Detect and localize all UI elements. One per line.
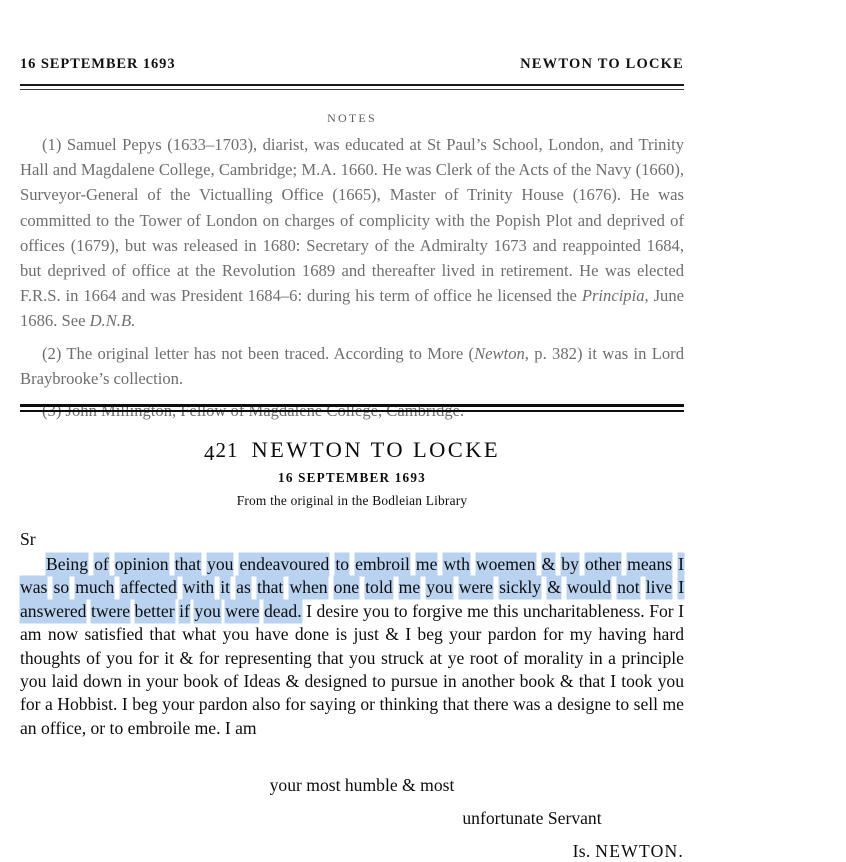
note-italic: Newton [474, 343, 525, 363]
highlighted-word[interactable]: me [415, 554, 438, 574]
highlighted-word[interactable]: it [220, 577, 231, 598]
highlighted-word[interactable]: endeavoured [239, 554, 330, 574]
letter-title: NEWTON TO LOCKE [251, 437, 500, 462]
highlighted-word[interactable]: would [567, 577, 611, 598]
highlighted-word[interactable]: that [256, 577, 284, 598]
note-marker: (1) [42, 135, 62, 154]
highlighted-word[interactable]: & [547, 577, 561, 598]
notes-body [20, 132, 684, 423]
highlighted-word[interactable]: one [333, 577, 360, 598]
highlighted-word[interactable]: was [20, 577, 48, 598]
letter-date: 16 SEPTEMBER 1693 [278, 470, 426, 485]
signature-name: NEWTON. [595, 841, 684, 861]
note-item [20, 341, 684, 391]
running-head [20, 56, 684, 73]
letter-number-first-digit: 4 [204, 440, 216, 465]
highlighted-word[interactable]: if [179, 600, 190, 621]
closing-line-2: unfortunate Servant [462, 808, 602, 828]
highlighted-word[interactable]: so [53, 577, 70, 598]
highlighted-word[interactable]: me [398, 577, 421, 598]
note-marker: (3) [42, 401, 62, 421]
highlighted-word[interactable]: dead. [264, 600, 302, 621]
highlighted-word[interactable]: better [134, 600, 175, 621]
highlighted-word[interactable]: to [335, 554, 350, 574]
note-text: John Millington, Fellow of Magdalene College, Cambridge. [65, 401, 465, 421]
note-italic-2: D.N.B. [89, 311, 136, 331]
notes-heading: NOTES [327, 111, 377, 125]
highlighted-word[interactable]: embroil [355, 554, 410, 574]
highlighted-word[interactable]: were [458, 577, 493, 598]
running-head-date: 16 SEPTEMBER 1693 [20, 56, 176, 72]
highlighted-word[interactable]: twere [90, 600, 131, 621]
highlighted-word[interactable]: opinion [114, 554, 169, 574]
letter-heading [20, 437, 684, 509]
highlighted-word[interactable]: with [182, 577, 215, 598]
running-head-title: NEWTON TO LOCKE [520, 56, 684, 72]
note-item [20, 132, 684, 334]
highlighted-word[interactable]: by [561, 554, 579, 574]
highlighted-word[interactable]: you [426, 577, 453, 598]
letter-paragraph [20, 553, 684, 740]
highlighted-word[interactable]: that [174, 554, 201, 574]
highlighted-word[interactable]: affected [120, 577, 177, 598]
section-rule [20, 404, 684, 412]
highlighted-word[interactable]: were [225, 600, 260, 621]
highlighted-word[interactable]: when [289, 577, 328, 598]
highlighted-word[interactable]: of [94, 554, 109, 574]
highlighted-word[interactable]: means [627, 554, 673, 574]
note-text-2: , p. 382) it was in Lord Braybrooke’s collection. [20, 343, 685, 388]
closing-line-1: your most humble & most [269, 775, 455, 795]
note-text-2: , June 1686. See [20, 286, 684, 331]
letter-source: From the original in the Bodleian Library [236, 493, 468, 508]
highlighted-word[interactable]: not [617, 577, 640, 598]
salutation: Sr [20, 529, 36, 549]
note-marker: (2) [42, 343, 62, 363]
letter-number [204, 438, 239, 465]
letter-remaining-text: I desire you to forgive me this uncharitableness. For I am now satisfied that what you have done is just & I beg your pardon for my having hard thoughts of you for it & for representing that you struck at ye root of morality in a principle you laid down in your book of Ideas & designed to pursue in another book & that I took you for a Hobbist. I beg your pardon also for saying or thinking that there was a designe to sell me an office, or to embroile me. I am [20, 600, 684, 738]
highlighted-word[interactable]: you [194, 600, 221, 621]
letter-body [20, 553, 684, 740]
letter-number-rest: 21 [215, 438, 239, 462]
highlighted-word[interactable]: told [365, 577, 393, 598]
signature [20, 841, 688, 862]
note-italic: Principia [581, 286, 645, 306]
highlighted-word[interactable]: I [678, 554, 684, 574]
highlighted-word[interactable]: answered [20, 600, 87, 621]
highlighted-word[interactable]: I [678, 577, 685, 598]
signature-prefix: Is. [572, 841, 591, 861]
highlighted-word[interactable]: live [645, 577, 673, 598]
highlighted-word[interactable]: Being [46, 554, 89, 574]
highlighted-word[interactable]: much [75, 577, 115, 598]
header-rule [20, 84, 684, 90]
highlighted-word[interactable]: you [207, 554, 234, 574]
highlighted-word[interactable]: & [541, 554, 556, 574]
note-text: Samuel Pepys (1633–1703), diarist, was educated at St Paul’s School, London, and Trinity Hall and Magdalene College, Cambridge; M.A. 1660. He was Clerk of the Acts of the Navy (1660), Surveyor-General of the Victualling Office (1665), Master of Trinity House (1676). He was committed to the Tower of London on charges of complicity with the Popish Plot and deprived of offices (1679), but was released in 1680: Secretary of the Admiralty 1673 and reappointed 1684, but deprived of office at the Revolution 1689 and thereafter lived in retirement. He was elected F.R.S. in 1664 and was President 1684–6: during his term of office he licensed the [20, 135, 684, 306]
letter-title-line [20, 437, 684, 463]
highlighted-word[interactable]: sickly [499, 577, 542, 598]
highlighted-word[interactable]: woemen [475, 554, 536, 574]
highlighted-word[interactable]: as [236, 577, 251, 598]
highlighted-word[interactable]: wth [443, 554, 470, 574]
highlighted-word[interactable]: other [584, 554, 622, 574]
note-text: The original letter has not been traced. According to More ( [66, 343, 475, 363]
